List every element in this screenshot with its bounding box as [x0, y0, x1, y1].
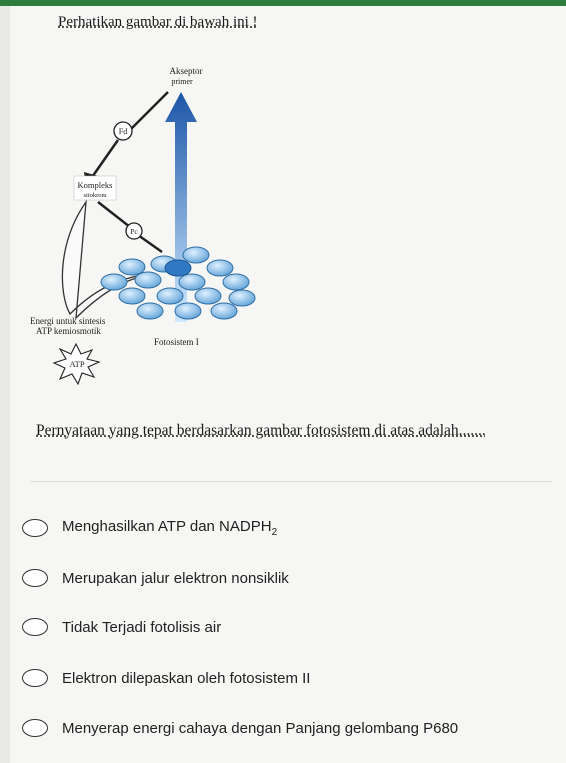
pc-label: Pc — [130, 227, 138, 236]
option-4[interactable] — [22, 663, 542, 693]
electron-path-2 — [90, 140, 118, 180]
radio-button[interactable] — [22, 719, 48, 737]
instruction-text: Perhatikan gambar di bawah ini ! — [58, 14, 258, 30]
electron-path-4 — [138, 235, 162, 252]
atp-label: ATP — [69, 359, 85, 369]
radio-button[interactable] — [22, 519, 48, 537]
kompleks-label-1: Kompleks — [77, 180, 113, 190]
energi-label-1: Energi untuk sintesis — [30, 316, 106, 326]
fd-label: Fd — [118, 127, 128, 136]
option-1[interactable] — [22, 513, 542, 543]
radio-button[interactable] — [22, 669, 48, 687]
electron-path-3 — [98, 202, 130, 227]
akseptor-label-1: Akseptor — [169, 66, 203, 76]
energi-label-2: ATP kemiosmotik — [36, 326, 101, 336]
option-label: Tidak Terjadi fotolisis air — [62, 618, 222, 636]
option-label: Menghasilkan ATP dan $NADPH_2$ — [62, 518, 278, 538]
radio-button[interactable] — [22, 569, 48, 587]
electron-path-1 — [128, 92, 168, 132]
option-3[interactable] — [22, 612, 542, 642]
option-2[interactable] — [22, 563, 542, 593]
radio-button[interactable] — [22, 618, 48, 636]
option-label: Elektron dilepaskan oleh fotosistem II — [62, 669, 311, 687]
option-label: Menyerap energi cahaya dengan Panjang gelombang P680 — [62, 719, 459, 737]
kompleks-label-2: sitokrom — [83, 192, 107, 199]
divider — [30, 481, 552, 482]
option-5[interactable] — [22, 713, 542, 743]
akseptor-label-2: primer — [171, 77, 193, 86]
photosystem-diagram — [10, 52, 310, 392]
fotosistem-label: Fotosistem I — [154, 337, 199, 347]
question-text: Pernyataan yang tepat berdasarkan gambar fotosistem di atas adalah....... — [36, 422, 486, 439]
option-label: Merupakan jalur elektron nonsiklik — [62, 569, 289, 587]
